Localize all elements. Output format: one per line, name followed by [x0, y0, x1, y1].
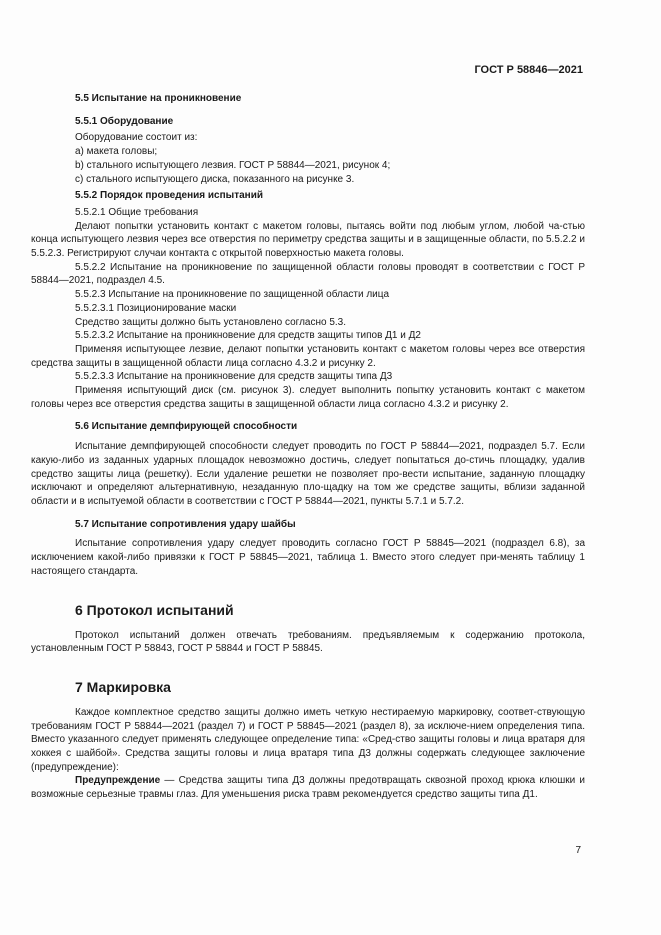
document-body — [31, 92, 585, 802]
paragraph: 5.5.2.2 Испытание на проникновение по защищенной области головы проводят в соответствии с ГОСТ Р 58844—2021, подраздел 4.5. — [31, 261, 585, 287]
paragraph: Применяя испытующее лезвие, делают попытки установить контакт с макетом головы через все отверстия средства защиты в защищенной области лица согласно 4.3.2 и рисунку 2. — [31, 343, 585, 369]
paragraph: 5.5.2.3.2 Испытание на проникновение для средств защиты типов Д1 и Д2 — [75, 330, 421, 342]
subsection-heading: 5.5.2 Порядок проведения испытаний — [75, 190, 263, 202]
paragraph: 5.5.2.1 Общие требования — [75, 206, 199, 218]
subsection-heading: 5.5 Испытание на проникновение — [75, 93, 242, 104]
subsection-heading: 5.7 Испытание сопротивления удару шайбы — [75, 518, 296, 530]
paragraph: Протокол испытаний должен отвечать требованиям. предъявляемым к содержанию протокола, установленным ГОСТ Р 58843, ГОСТ Р 58844 и ГОСТ Р 58845. — [31, 629, 585, 655]
paragraph: 5.5.2.3 Испытание на проникновение по защищенной области лица — [75, 289, 390, 301]
paragraph: Средство защиты должно быть установлено согласно 5.3. — [75, 316, 347, 328]
paragraph: Делают попытки установить контакт с макетом головы, пытаясь войти под любым углом, любой ча-стью конца испытующего лезвия через все отверстия по периметру средства защиты и в защищенные области, по 5.5.2.2 и 5.5.2.3. Регистрируют случаи контакта с открытой поверхностью макета головы. — [31, 220, 585, 260]
paragraph: c) стального испытующего диска, показанного на рисунке 3. — [75, 173, 355, 185]
section-heading: 6 Протокол испытаний — [75, 601, 234, 618]
warning-label: Предупреждение — [75, 775, 161, 787]
page-number: 7 — [575, 845, 581, 856]
paragraph: Оборудование состоит из: — [75, 132, 198, 144]
paragraph: 5.5.2.3.1 Позиционирование маски — [75, 302, 237, 314]
subsection-heading: 5.5.1 Оборудование — [75, 115, 174, 127]
paragraph: Испытание сопротивления удару следует проводить согласно ГОСТ Р 58845—2021 (подраздел 6.8), за исключением какой-либо привязки к ГОСТ Р 58845—2021, таблица 1. Вместо этого следует при-менять таблицу 1 настоящего стандарта. — [31, 538, 585, 577]
warning-text: — Средства защиты типа Д3 должны предотвращать сквозной проход крюка клюшки и возможные серьезные травмы глаз. Для уменьшения риска травм рекомендуется средство защиты типа Д1. — [31, 775, 585, 801]
paragraph: Применяя испытующий диск (см. рисунок 3). следует выполнить попытку установить контакт с макетом головы через все отверстия средства защиты в защищенной области лица согласно 4.3.2 и рисунку 2. — [31, 385, 585, 410]
paragraph: Испытание демпфирующей способности следует проводить по ГОСТ Р 58844—2021, подраздел 5.7. Если какую-либо из заданных ударных площадок невозможно достичь, следует попытаться до-стичь площадку, удалив средство защиты лица (решетку). Если удаление решетки не позволяет про-вести испытание, заданную площадку исключают и определяют альтернативную, незаданную пло-щадку на том же средстве защиты, вблизи заданной области и в испытуемой области в соответствии с ГОСТ Р 58844—2021, пункты 5.7.1 и 5.7.2. — [31, 441, 585, 507]
paragraph: b) стального испытующего лезвия. ГОСТ Р 58844—2021, рисунок 4; — [75, 159, 391, 171]
section-heading: 7 Маркировка — [75, 678, 171, 695]
paragraph: Каждое комплектное средство защиты должно иметь четкую нестираемую маркировку, соответ-ствующую требованиям ГОСТ Р 58844—2021 (раздел 7) и ГОСТ Р 58845—2021 (раздел 8), за исключе-нием определения типа. Вместо указанного следует применять следующее определение типа: «Сред-ство защиты головы и лица вратаря для хоккея с шайбой». Средства защиты головы и лица вратаря типа Д3 должны содержать следующее заключение (предупреждение): — [31, 706, 585, 773]
subsection-heading: 5.6 Испытание демпфирующей способности — [75, 421, 298, 433]
warning-paragraph — [31, 774, 585, 801]
document-header: ГОСТ Р 58846—2021 — [474, 64, 583, 76]
paragraph: a) макета головы; — [75, 146, 158, 158]
paragraph: 5.5.2.3.3 Испытание на проникновение для средств защиты типа Д3 — [75, 371, 393, 383]
